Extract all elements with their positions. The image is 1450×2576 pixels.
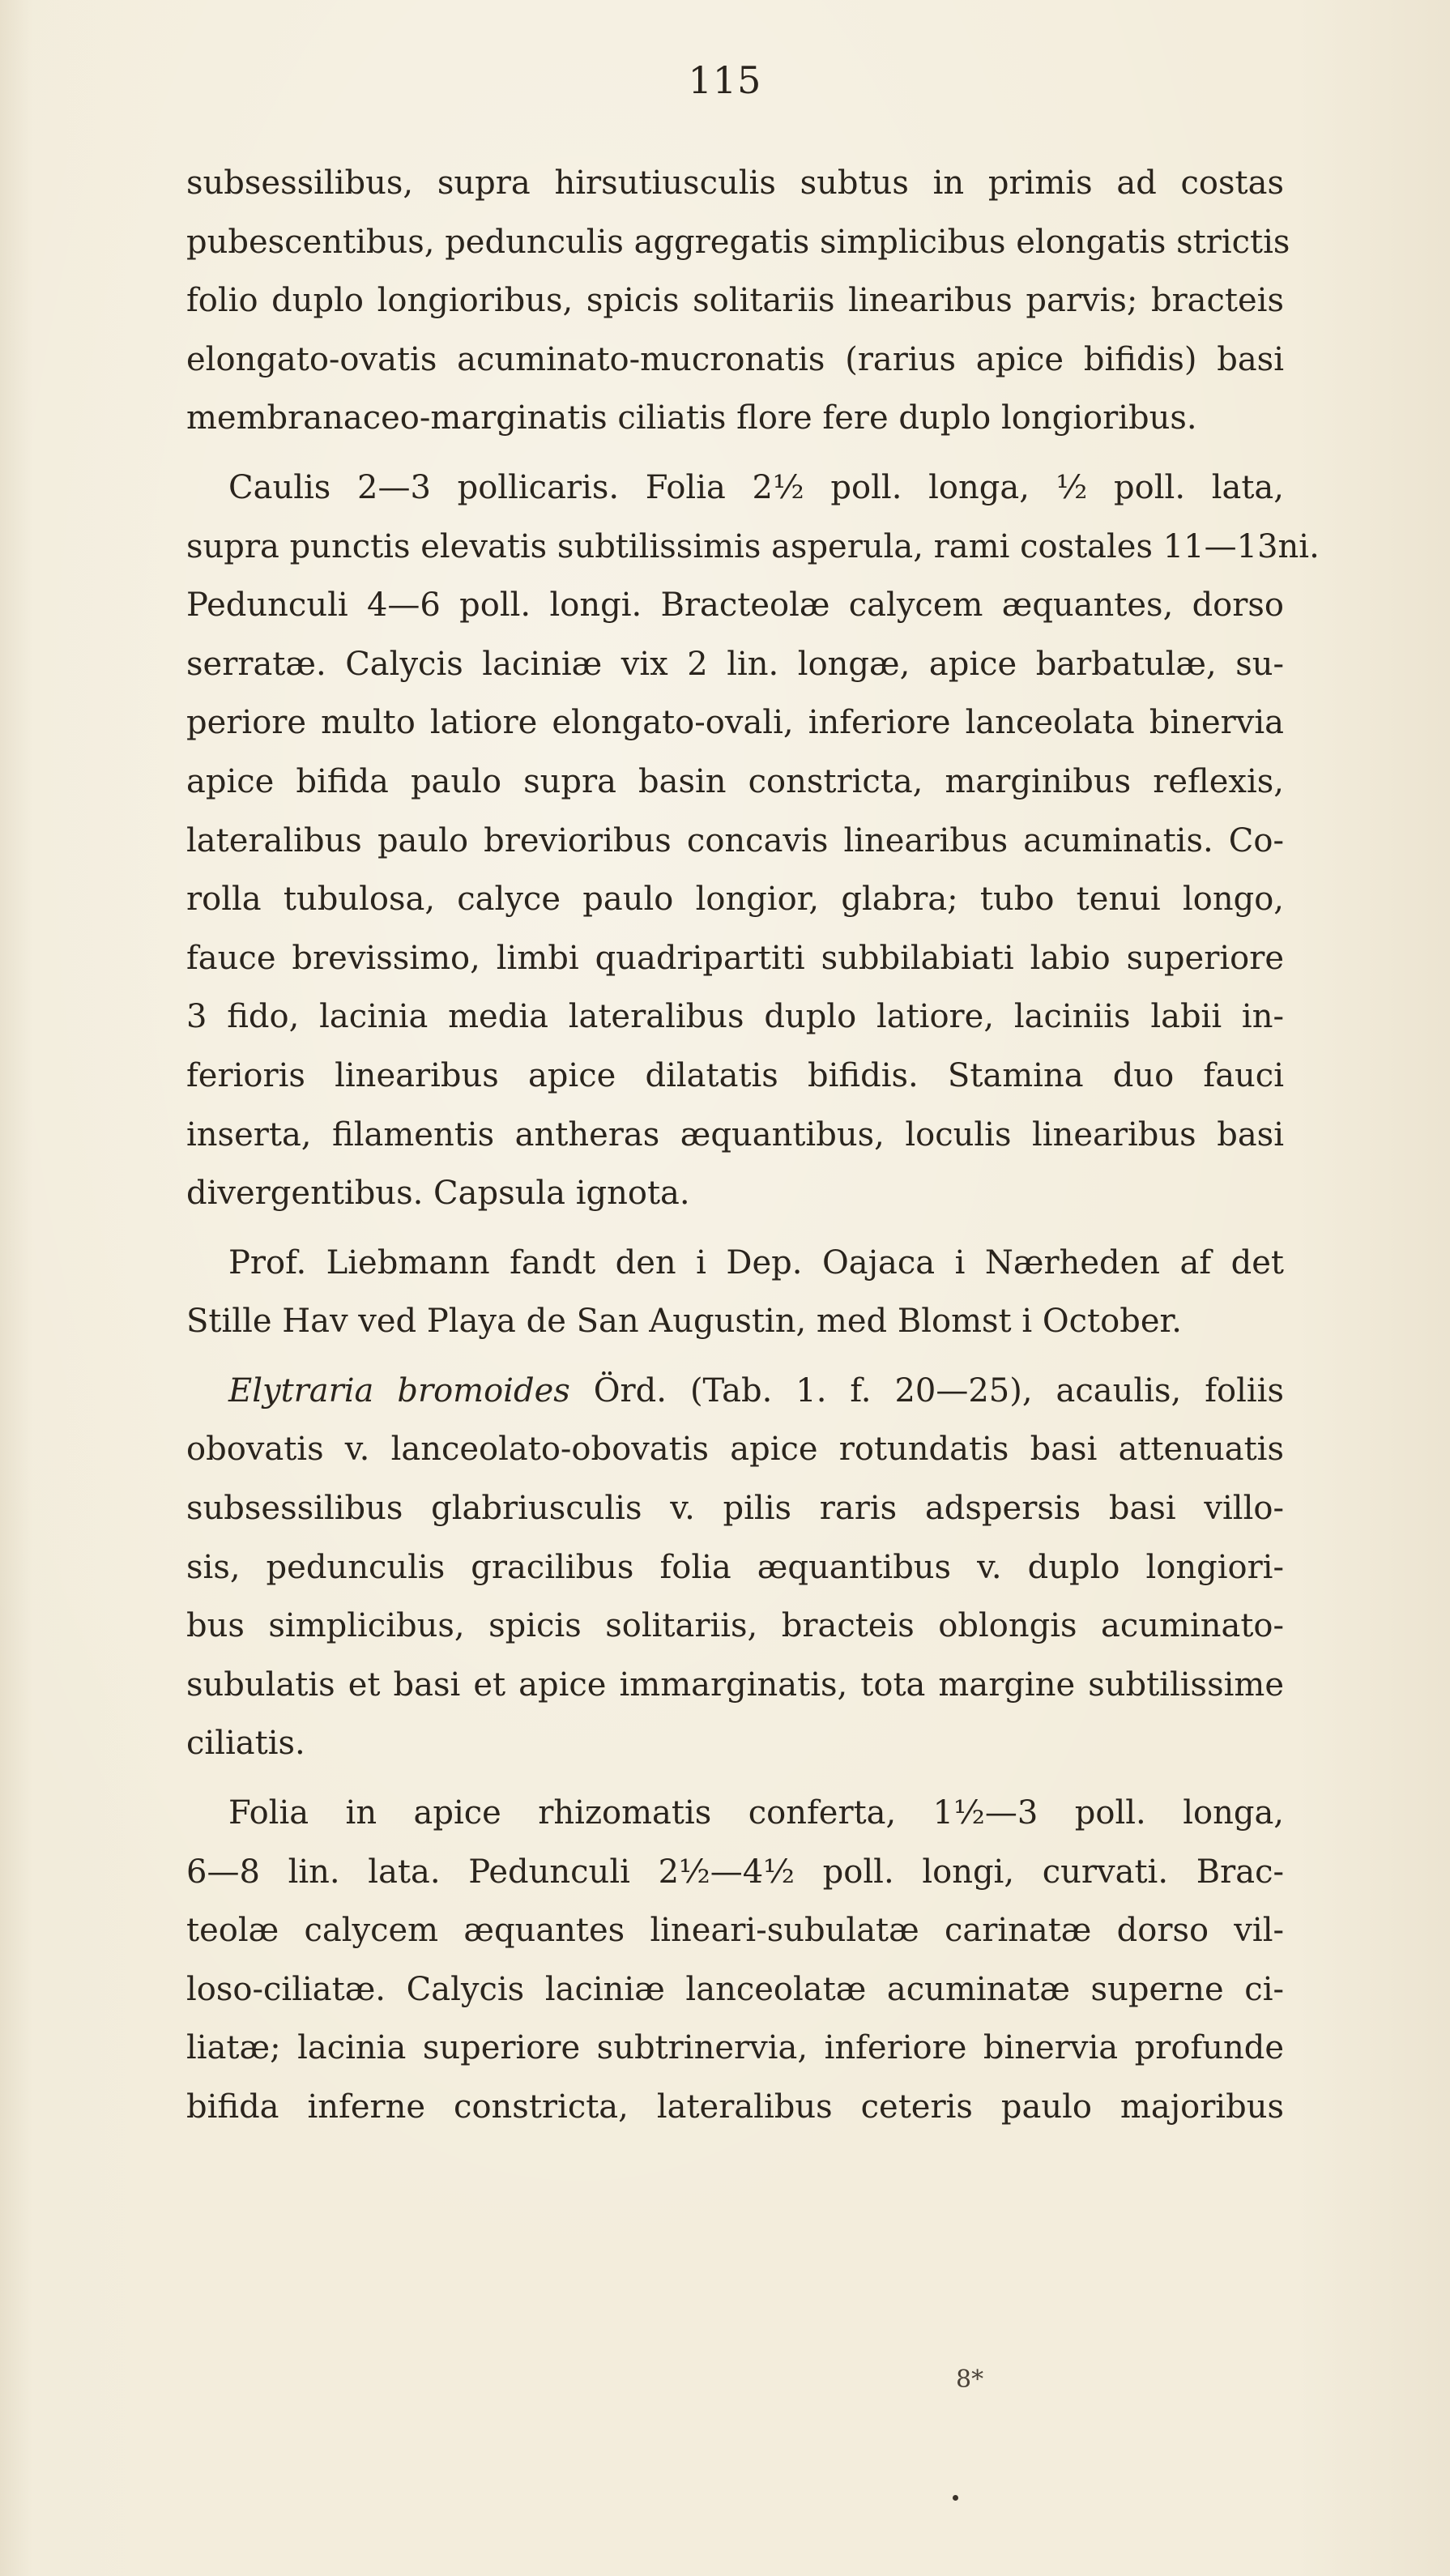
text-run: Örd. (Tab. 1. f. 20—25), acaulis, foliis	[569, 1371, 1284, 1410]
text-line: liatæ; lacinia superiore subtrinervia, inferiore binervia profunde	[186, 2029, 1284, 2067]
text-line: fauce brevissimo, limbi quadripartiti subbilabiati labio superiore	[186, 939, 1284, 977]
signature-mark: 8*	[956, 2365, 984, 2394]
text-line: Pedunculi 4—6 poll. longi. Bracteolæ calycem æquantes, dorso	[186, 586, 1284, 625]
text-line: membranaceo-marginatis ciliatis flore fere duplo longioribus.	[186, 399, 1197, 437]
text-line: ferioris linearibus apice dilatatis bifidis. Stamina duo fauci	[186, 1056, 1284, 1094]
text-line: divergentibus. Capsula ignota.	[186, 1175, 690, 1213]
text-line: periore multo latiore elongato-ovali, inferiore lanceolata binervia	[186, 704, 1284, 742]
text-line: obovatis v. lanceolato-obovatis apice rotundatis basi attenuatis	[186, 1431, 1284, 1469]
text-line: subsessilibus, supra hirsutiusculis subtus in primis ad costas	[186, 164, 1284, 202]
page-number: 115	[688, 58, 762, 102]
species-name: Elytraria bromoides	[228, 1371, 570, 1410]
text-line: 6—8 lin. lata. Pedunculi 2½—4½ poll. longi, curvati. Brac-	[186, 1853, 1284, 1891]
text-line: bus simplicibus, spicis solitariis, bracteis oblongis acuminato-	[186, 1607, 1284, 1645]
text-line: inserta, filamentis antheras æquantibus, loculis linearibus basi	[186, 1115, 1284, 1154]
text-line: lateralibus paulo brevioribus concavis linearibus acuminatis. Co-	[186, 821, 1284, 859]
text-line: Folia in apice rhizomatis conferta, 1½—3 poll. longa,	[228, 1794, 1284, 1832]
text-line: Prof. Liebmann fandt den i Dep. Oajaca i Nærheden af det	[228, 1243, 1284, 1282]
text-line: subulatis et basi et apice immarginatis, tota margine subtilissime	[186, 1665, 1284, 1704]
text-line: supra punctis elevatis subtilissimis asperula, rami costales 11—13ni.	[186, 527, 1320, 565]
text-line: ciliatis.	[186, 1725, 305, 1763]
text-line: Caulis 2—3 pollicaris. Folia 2½ poll. longa, ½ poll. lata,	[228, 468, 1284, 506]
ink-speck	[953, 2495, 958, 2501]
text-line: subsessilibus glabriusculis v. pilis raris adspersis basi villo-	[186, 1490, 1284, 1528]
paragraph	[186, 1362, 1284, 1773]
text-line: pubescentibus, pedunculis aggregatis simplicibus elongatis strictis	[186, 223, 1290, 261]
text-line: 3 fido, lacinia media lateralibus duplo latiore, laciniis labii in-	[186, 998, 1284, 1036]
text-line: loso-ciliatæ. Calycis laciniæ lanceolatæ acuminatæ superne ci-	[186, 1970, 1284, 2008]
paragraph	[186, 458, 1320, 1223]
text-line: serratæ. Calycis laciniæ vix 2 lin. longæ, apice barbatulæ, su-	[186, 645, 1284, 683]
text-line: bifida inferne constricta, lateralibus ceteris paulo majoribus	[186, 2088, 1284, 2126]
paragraph	[186, 1784, 1284, 2137]
text-line: teolæ calycem æquantes lineari-subulatæ carinatæ dorso vil-	[186, 1912, 1284, 1950]
paragraph	[186, 154, 1290, 448]
text-body	[186, 154, 1320, 2137]
text-line: folio duplo longioribus, spicis solitariis linearibus parvis; bracteis	[186, 282, 1284, 320]
paragraph	[186, 1234, 1284, 1351]
text-line: apice bifida paulo supra basin constricta, marginibus reflexis,	[186, 762, 1284, 800]
text-line: Stille Hav ved Playa de San Augustin, med Blomst i October.	[186, 1303, 1182, 1341]
text-line	[186, 1362, 1284, 1421]
text-line: sis, pedunculis gracilibus folia æquantibus v. duplo longiori-	[186, 1548, 1284, 1586]
text-line: elongato-ovatis acuminato-mucronatis (rarius apice bifidis) basi	[186, 340, 1284, 378]
text-line: rolla tubulosa, calyce paulo longior, glabra; tubo tenui longo,	[186, 881, 1284, 919]
